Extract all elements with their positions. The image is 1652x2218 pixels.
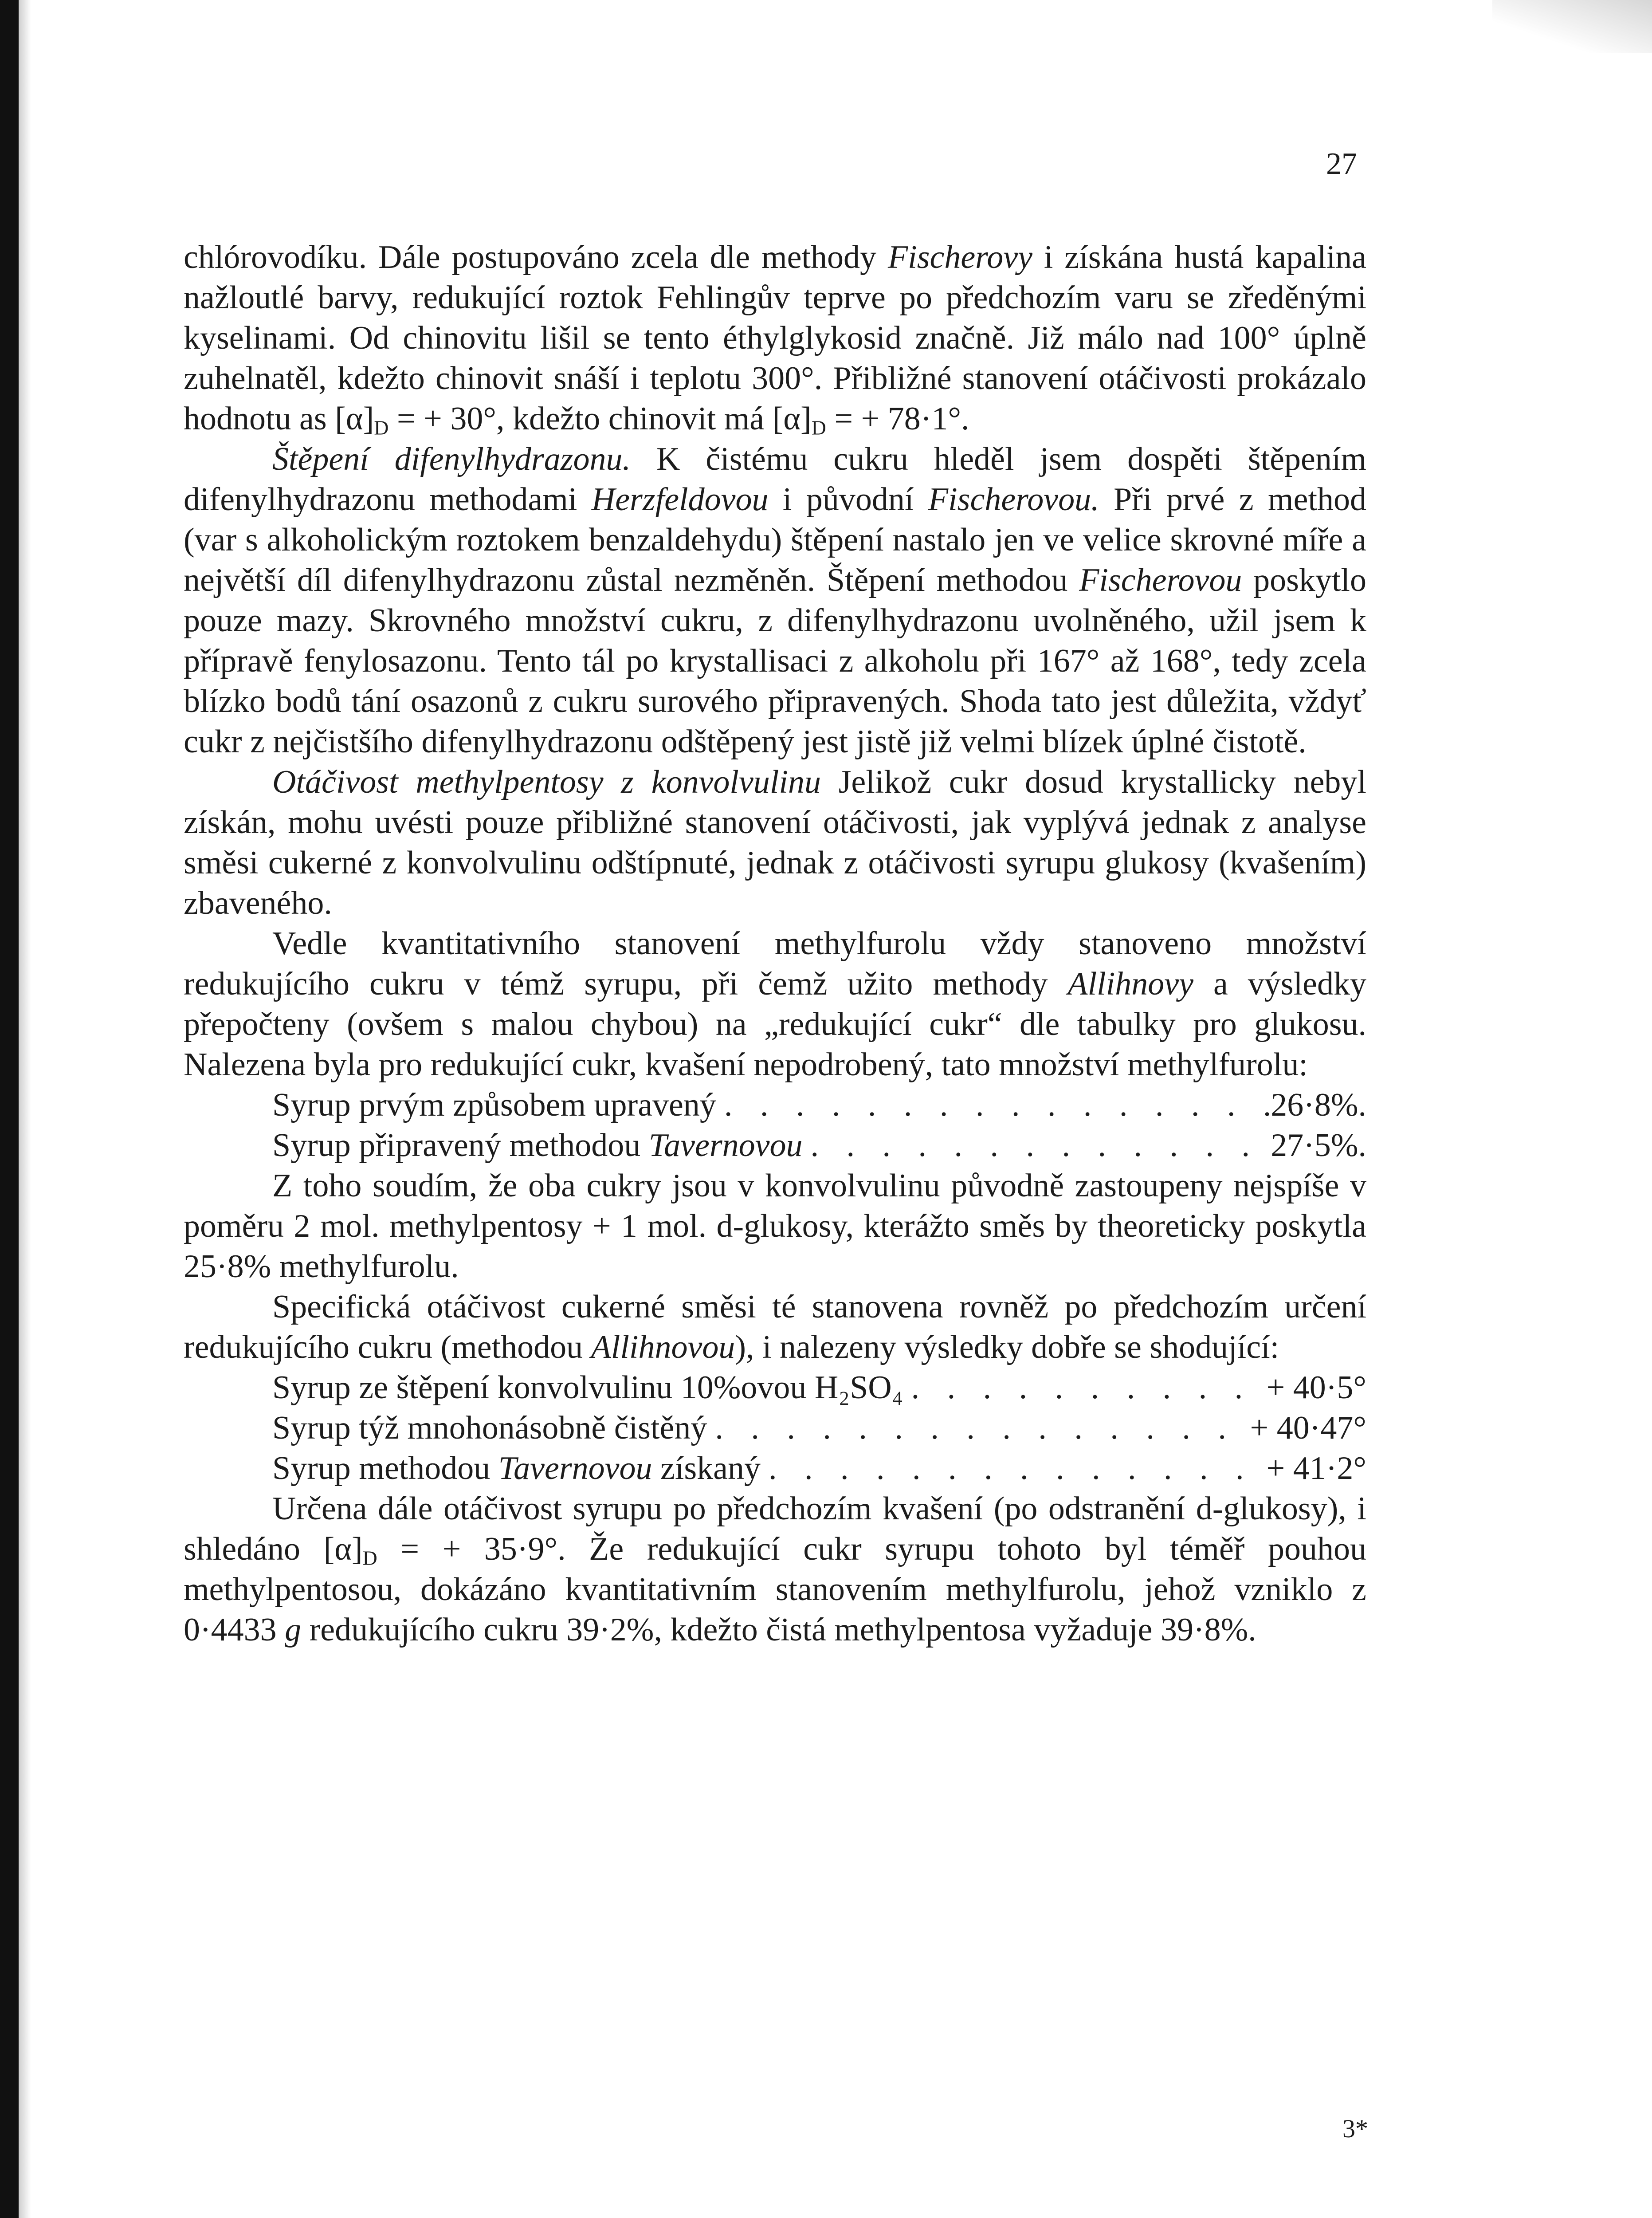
p4-text-a: Vedle kvantitativního stanovení methylfurolu vždy stanoveno množství redukujícího cukru v témž syrupu, při čemž užito methody [184,925,1366,1002]
paragraph-7 [184,1489,1366,1650]
list-label: Syrup methodou [272,1450,498,1487]
p7-text-b: = + 35·9°. Že redukující cukr syrupu tohoto byl téměř pouhou methylpentosou, dokázáno kvantitativním stanovením methylfurolu, jehož vzniklo z 0·4433 [184,1531,1366,1648]
leader-dots [716,1085,1271,1125]
p1-sub-a: D [374,416,389,439]
list-label-italic: Tavernovou [648,1127,803,1164]
p3-text-a: Jelikož cukr dosud krystallicky nebyl získán, mohu uvésti pouze přibližné stanovení otáčivosti, jak vyplývá jednak z analyse směsi cukerné z konvolvulinu odštípnuté, jednak z otáčivosti syrupu glukosy (kvašením) zbaveného. [184,764,1366,921]
leader-dots [803,1125,1271,1166]
list-value: + 40·47° [1250,1410,1366,1446]
p7-text-c: redukujícího cukru 39·2%, kdežto čistá methylpentosa vyžaduje 39·8%. [301,1612,1256,1648]
list-item [184,1408,1366,1448]
list-value: 27·5%. [1271,1127,1366,1164]
list-item [184,1368,1366,1408]
scan-left-border [0,0,19,2218]
leader-dots [707,1408,1250,1448]
paragraph-1 [184,237,1366,439]
scan-gutter-shadow [19,0,31,2218]
p1-text-d: = + 78·1°. [826,401,969,437]
list-value: 26·8%. [1271,1087,1366,1123]
list-label: Syrup ze štěpení konvolvulinu 10%ovou H₂SO₄ [272,1369,903,1406]
p5-text-a: Z toho soudím, že oba cukry jsou v konvolvulinu původně zastoupeny nejspíše v poměru 2 mol. methylpentosy + 1 mol. d-glukosy, kterážto směs by theoreticky poskytla 25·8% methylfurolu. [184,1168,1366,1285]
p6-text-b: ), i nalezeny výsledky dobře se shodující: [735,1329,1279,1365]
list-item [184,1448,1366,1489]
signature-mark: 3* [1342,2114,1368,2143]
p7-italic-a: g [285,1612,302,1648]
list-label: Syrup týž mnohonásobně čistěný [272,1410,707,1446]
list-label: Syrup připravený methodou [272,1127,649,1164]
p2-heading: Štěpení difenylhydrazonu. [272,441,631,477]
p2-italic-c: Fischerovou [1079,562,1242,598]
p4-italic-a: Allihnovy [1067,966,1193,1002]
p1-italic-a: Fischerovy [887,239,1032,275]
p1-text-a: chlórovodíku. Dále postupováno zcela dle methody [184,239,888,275]
list-rotation [184,1368,1366,1489]
p2-text-d: poskytlo pouze mazy. Skrovného množství cukru, z difenylhydrazonu uvolněného, užil jsem k přípravě fenylosazonu. Tento tál po krystallisaci z alkoholu při 167° až 168°, tedy zcela blízko bodů tání osazonů z cukru surového připravených. Shoda tato jest důležita, vždyť cukr z nejčistšího difenylhydrazonu odštěpený jest jistě již velmi blízek úplné čistotě. [184,562,1366,760]
scan-corner-shade [1492,0,1652,53]
p2-text-c: Při prvé z method (var s alkoholickým roztokem benzaldehydu) štěpení nastalo jen ve velice skrovné míře a největší díl difenylhydrazonu zůstal nezměněn. Štěpení methodou [184,481,1367,598]
paragraph-6 [184,1287,1366,1368]
p1-sub-b: D [811,416,826,439]
body-text [184,237,1366,1650]
list-value: + 41·2° [1266,1450,1366,1487]
p4-text-b: a výsledky přepočteny (ovšem s malou chybou) na „redukující cukr“ dle tabulky pro glukosu. Nalezena byla pro redukující cukr, kvašení nepodrobený, tato množství methylfurolu: [184,966,1366,1083]
p2-text-a: K čistému cukru hleděl jsem dospěti štěpením difenylhydrazonu methodami [184,441,1366,518]
paragraph-2 [184,439,1366,762]
p2-text-b: i původní [768,481,928,518]
list-item [184,1085,1366,1125]
page-number: 27 [1326,147,1357,181]
p2-italic-a: Herzfeldovou [591,481,769,518]
p1-text-c: = + 30°, kdežto chinovit má [α] [388,401,812,437]
p7-sub-a: D [362,1546,377,1569]
paragraph-4 [184,924,1366,1085]
p6-italic-a: Allihnovou [591,1329,735,1365]
list-label-after: získaný [652,1450,761,1487]
list-value: + 40·5° [1266,1369,1366,1406]
list-item [184,1125,1366,1166]
p2-italic-b: Fischerovou. [928,481,1099,518]
p1-text-b: i získána hustá kapalina nažloutlé barvy, redukující roztok Fehlingův teprve po předchozím varu se zředěnými kyselinami. Od chinovitu lišil se tento éthylglykosid značně. Již málo nad 100° úplně zuhelnatěl, kdežto chinovit snáší i teplotu 300°. Přibližné stanovení otáčivosti prokázalo hodnotu as [α] [184,239,1366,437]
list-methylfurol [184,1085,1366,1166]
p3-heading: Otáčivost methylpentosy z konvolvulinu [272,764,821,800]
leader-dots [903,1368,1267,1408]
list-label: Syrup prvým způsobem upravený [272,1087,716,1123]
p7-text-a: Určena dále otáčivost syrupu po předchozím kvašení (po odstranění d-glukosy), i shledáno [α] [184,1490,1366,1567]
leader-dots [761,1448,1267,1489]
paragraph-5 [184,1166,1366,1287]
list-label-italic: Tavernovou [498,1450,652,1487]
paragraph-3 [184,762,1366,924]
p6-text-a: Specifická otáčivost cukerné směsi té stanovena rovněž po předchozím určení redukujícího cukru (methodou [184,1289,1366,1365]
